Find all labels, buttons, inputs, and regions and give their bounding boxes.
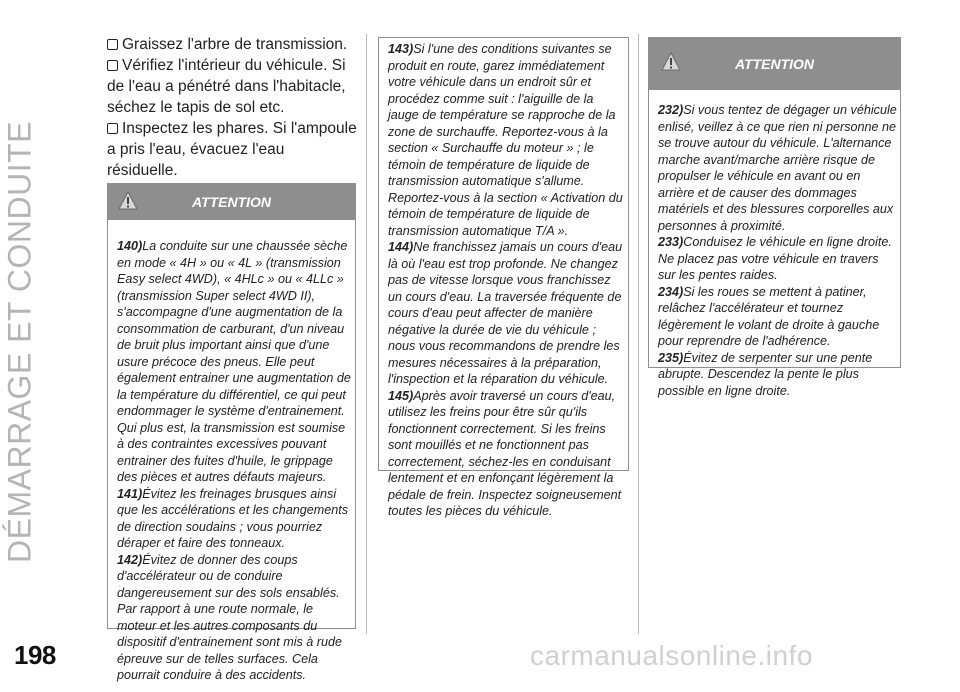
checklist-item: Graissez l'arbre de transmission.	[107, 34, 357, 55]
warning-body	[379, 38, 628, 528]
warning-title: ATTENTION	[191, 194, 272, 210]
warning-item: 140)La conduite sur une chaussée sèche en mode « 4H » ou « 4L » (transmission Easy select 4WD), « 4HLc » ou « 4LLc » (transmission Super select 4WD II), s'accompagne d'une augmentation de la consommation de carburant, d'un niveau de bruit plus important ainsi que d'une usure précoce des pneus. Elle peut également entrainer une augmentation de la température du différentiel, ce qui peut endommager le système d'entrainement. Qui plus est, la transmission est soumise à des contraintes excessives pouvant entrainer des fuites d'huile, le grippage des pièces et autres défauts majeurs.	[117, 239, 351, 484]
checklist-item: Inspectez les phares. Si l'ampoule a pris l'eau, évacuez l'eau résiduelle.	[107, 120, 357, 179]
warning-triangle-icon	[661, 52, 681, 72]
intro-checklist	[107, 34, 357, 181]
warning-body	[649, 90, 900, 407]
warning-number: 233)	[658, 235, 684, 249]
warning-item: 141)Évitez les freinages brusques ainsi que les accélérations et les changements de direction soudains ; vous pourriez déraper et faire des tonneaux.	[117, 486, 349, 550]
warning-item: 144)Ne franchissez jamais un cours d'eau là où l'eau est trop profonde. Ne changez pas de vitesse lorsque vous franchissez un cours d'eau. La traversée fréquente de cours d'eau peut affecter de manière négative la durée de vie du véhicule ; nous vous recommandons de prendre les mesures nécessaires à la préparation, l'inspection et la réparation du véhicule.	[388, 240, 623, 386]
warning-number: 145)	[388, 388, 414, 403]
warning-number: 143)	[388, 42, 414, 56]
warning-box	[107, 183, 356, 682]
warning-number: 140)	[117, 239, 143, 253]
chapter-side-title-text: DÉMARRAGE ET CONDUITE	[1, 121, 38, 563]
page-number: 198	[14, 640, 56, 670]
warning-box-continued	[378, 37, 629, 518]
warning-item: 145)Après avoir traversé un cours d'eau, utilisez les freins pour être sûr qu'ils fonctionnent correctement. Si les freins sont mouillés et ne fonctionnent pas correctement, séchez-les en conduisant lentement et en enfonçant légèrement la pédale de frein. Inspectez soigneusement toutes les pièces du véhicule.	[388, 388, 622, 518]
warning-box	[648, 37, 901, 398]
warning-number: 144)	[388, 240, 414, 254]
column-divider	[638, 34, 639, 634]
warning-body	[108, 220, 355, 692]
checklist-item: Vérifiez l'intérieur du véhicule. Si de l'eau a pénétré dans l'habitacle, séchez le tapis de sol etc.	[107, 57, 346, 116]
warning-number: 235)	[658, 350, 684, 365]
warning-item: 143)Si l'une des conditions suivantes se produit en route, garez immédiatement votre véhicule dans un endroit sûr et procédez comme suit : l'aiguille de la jauge de température se rapproche de la zone de surchauffe. Reportez-vous à la section « Surchauffe du moteur » ; le témoin de température de liquide de transmission automatique s'allume. Reportez-vous à la section « Activation du témoin de température de liquide de transmission automatique T/A ».	[388, 42, 623, 238]
watermark: carmanualsonline.info	[530, 640, 813, 671]
warning-item: 233)Conduisez le véhicule en ligne droite. Ne placez pas votre véhicule en travers sur les pentes raides.	[658, 235, 892, 282]
warning-triangle-icon	[118, 191, 138, 211]
checkbox-icon	[107, 60, 118, 71]
warning-number: 232)	[658, 103, 684, 117]
warning-header	[649, 38, 900, 90]
warning-number: 142)	[117, 552, 143, 567]
warning-title: ATTENTION	[734, 56, 815, 72]
warning-header	[108, 184, 355, 220]
warning-item: 235)Évitez de serpenter sur une pente abrupte. Descendez la pente le plus possible en ligne droite.	[658, 350, 873, 398]
warning-number: 234)	[658, 284, 684, 299]
checkbox-icon	[107, 39, 118, 50]
column-divider	[366, 34, 367, 634]
warning-number: 141)	[117, 486, 143, 501]
warning-item: 232)Si vous tentez de dégager un véhicule enlisé, veillez à ce que rien ni personne ne se trouve autour du véhicule. L'alternance marche avant/marche arrière risque de propulser le véhicule en avant ou en arrière et de causer des dommages matériels et des blessures corporelles aux personnes à proximité.	[658, 103, 897, 233]
checkbox-icon	[107, 123, 118, 134]
warning-item: 142)Évitez de donner des coups d'accélérateur ou de conduire dangereusement sur des sols ensablés. Par rapport à une route normale, le moteur et les autres composants du dispositif d'entrainement sont mis à rude épreuve sur de telles surfaces. Cela pourrait conduire à des accidents.	[117, 552, 343, 682]
warning-item: 234)Si les roues se mettent à patiner, relâchez l'accélérateur et tournez légèrement le volant de droite à gauche pour reprendre de l'adhérence.	[658, 284, 880, 348]
